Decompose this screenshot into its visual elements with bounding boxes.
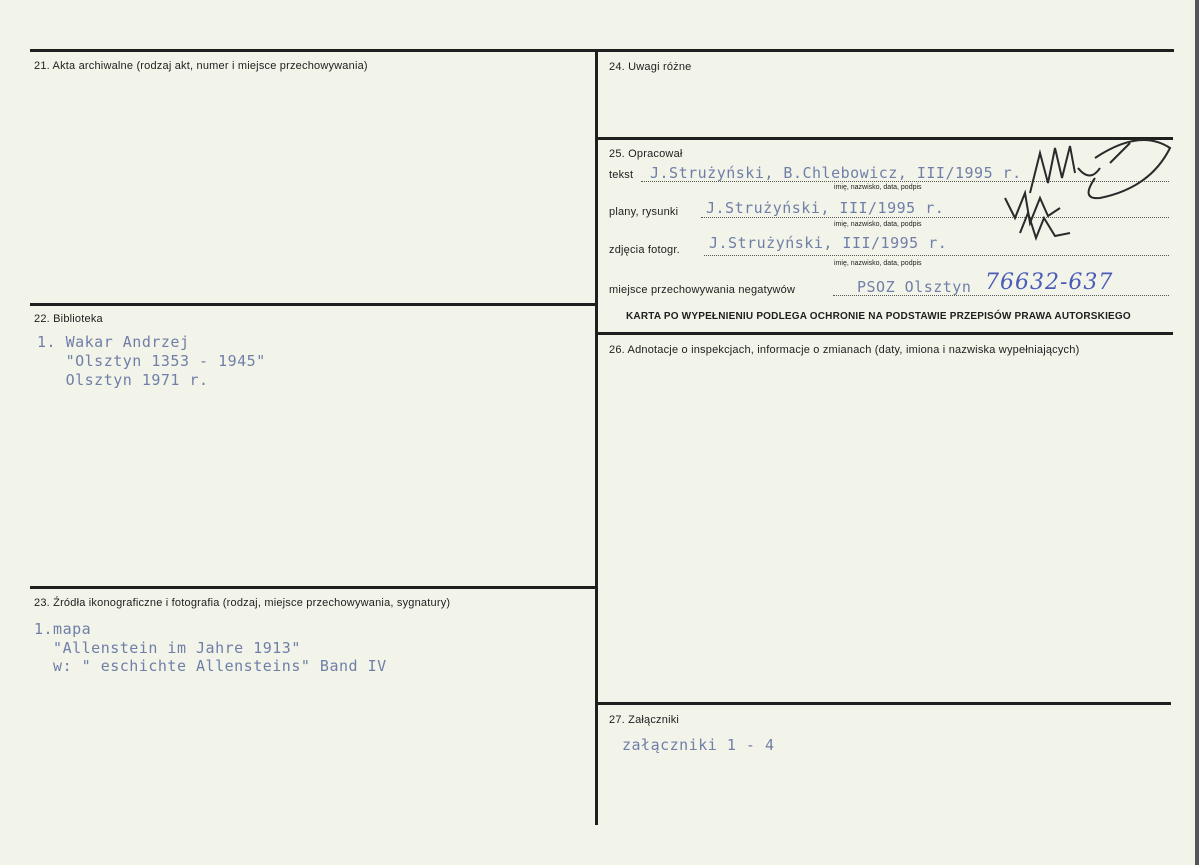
section-23-line-2: "Allenstein im Jahre 1913"	[34, 639, 301, 657]
rule-21-22	[30, 303, 596, 306]
zdjecia-value: J.Strużyński, III/1995 r.	[709, 234, 948, 252]
rule-22-23	[30, 586, 596, 589]
plany-value: J.Strużyński, III/1995 r.	[706, 199, 945, 217]
negatywy-value: PSOZ Olsztyn	[857, 278, 972, 296]
zdjecia-label: zdjęcia fotogr.	[609, 244, 680, 256]
section-27-label: 27. Załączniki	[609, 714, 680, 726]
section-23-label: 23. Źródła ikonograficzne i fotografia (rodzaj, miejsce przechowywania, sygnatury)	[34, 597, 451, 609]
section-22-label: 22. Biblioteka	[34, 313, 103, 325]
copyright-notice: KARTA PO WYPEŁNIENIU PODLEGA OCHRONIE NA PODSTAWIE PRZEPISÓW PRAWA AUTORSKIEGO	[626, 311, 1131, 322]
negatywy-number: 76632-637	[985, 270, 1114, 295]
section-23-line-1: 1.mapa	[34, 620, 92, 638]
rule-26-27	[597, 702, 1171, 705]
center-divider	[595, 49, 598, 825]
section-27-value: załączniki 1 - 4	[622, 736, 775, 754]
section-26-label: 26. Adnotacje o inspekcjach, informacje o zmianach (daty, imiona i nazwiska wypełniających)	[609, 344, 1080, 356]
plany-label: plany, rysunki	[609, 206, 679, 218]
section-25-label: 25. Opracował	[609, 148, 683, 160]
tekst-value: J.Strużyński, B.Chlebowicz, III/1995 r.	[650, 164, 1022, 182]
zdjecia-caption: imię, nazwisko, data, podpis	[834, 260, 922, 267]
section-21-label: 21. Akta archiwalne (rodzaj akt, numer i miejsce przechowywania)	[34, 60, 368, 72]
signature-scribble	[1000, 138, 1199, 248]
section-24-label: 24. Uwagi różne	[609, 61, 692, 73]
section-22-line-3: Olsztyn 1971 r.	[37, 371, 209, 389]
section-22-line-2: "Olsztyn 1353 - 1945"	[37, 352, 266, 370]
negatywy-label: miejsce przechowywania negatywów	[609, 284, 796, 296]
tekst-caption: imię, nazwisko, data, podpis	[834, 184, 922, 191]
tekst-label: tekst	[609, 169, 634, 181]
rule-25-26	[597, 332, 1173, 335]
top-rule	[30, 49, 1174, 52]
section-22-line-1: 1. Wakar Andrzej	[37, 333, 190, 351]
section-23-line-3: w: " eschichte Allensteins" Band IV	[34, 657, 387, 675]
plany-caption: imię, nazwisko, data, podpis	[834, 221, 922, 228]
zdjecia-dotline	[704, 255, 1169, 256]
